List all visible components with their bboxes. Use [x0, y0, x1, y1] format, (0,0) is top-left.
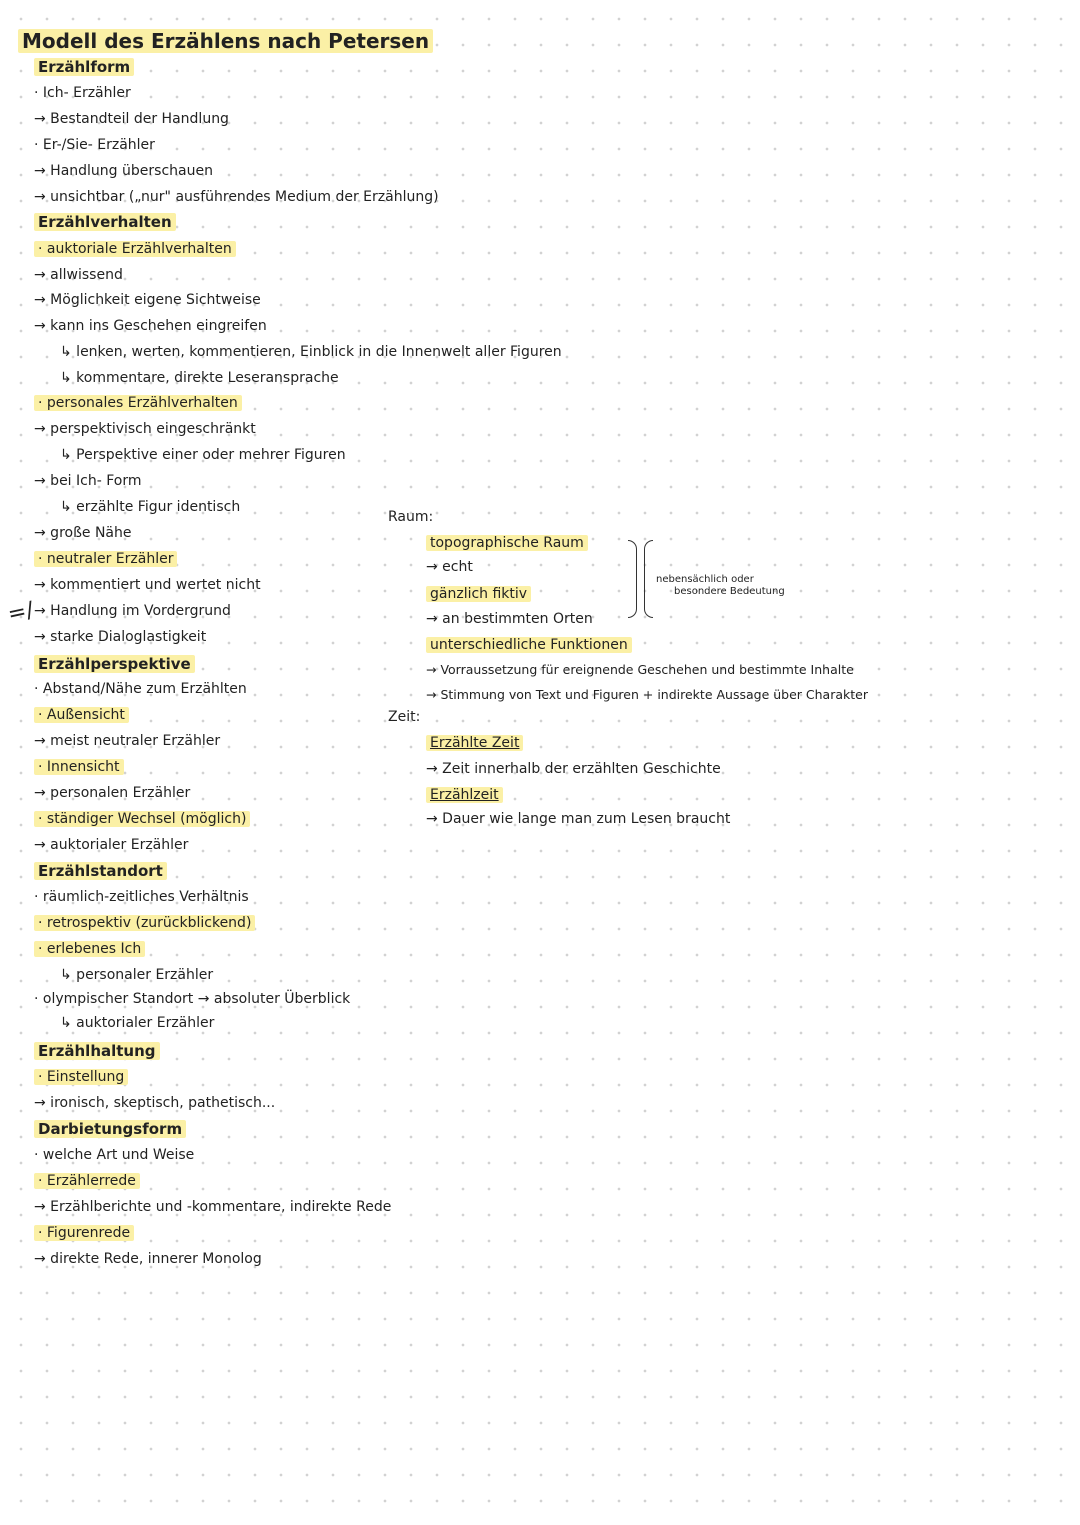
- heading-erzaehlstandort: Erzählstandort: [34, 862, 167, 880]
- list-item: topographische Raum: [426, 534, 588, 552]
- list-item: · Figurenrede: [34, 1224, 134, 1242]
- list-item: gänzlich fiktiv: [426, 585, 531, 603]
- list-item: · Erzählerrede: [34, 1172, 140, 1190]
- list-item: · Innensicht: [34, 758, 124, 776]
- list-item: → große Nähe: [34, 525, 132, 541]
- list-item: · Einstellung: [34, 1068, 128, 1086]
- list-item: → unsichtbar („nur" ausführendes Medium der Erzählung): [34, 189, 439, 205]
- list-item: → echt: [426, 559, 473, 575]
- heading-erzaehlhaltung: Erzählhaltung: [34, 1042, 160, 1060]
- list-item: → starke Dialoglastigkeit: [34, 629, 207, 645]
- list-item: → direkte Rede, innerer Monolog: [34, 1251, 262, 1267]
- list-item: Erzählzeit: [426, 786, 503, 804]
- page-title: Modell des Erzählens nach Petersen: [18, 28, 433, 54]
- list-item: → ironisch, skeptisch, pathetisch...: [34, 1095, 276, 1111]
- list-item: → bei Ich- Form: [34, 473, 142, 489]
- zeit-label: Zeit:: [388, 709, 421, 725]
- list-item: → Möglichkeit eigene Sichtweise: [34, 292, 261, 308]
- margin-marker: =/: [5, 597, 37, 628]
- list-item: · erlebenes Ich: [34, 940, 145, 958]
- list-item: ↳ lenken, werten, kommentieren, Einblick in die Innenwelt aller Figuren: [60, 344, 562, 360]
- heading-erzaehlperspektive: Erzählperspektive: [34, 655, 195, 673]
- list-item: Erzählte Zeit: [426, 734, 523, 752]
- list-item: unterschiedliche Funktionen: [426, 636, 632, 654]
- list-item: → Zeit innerhalb der erzählten Geschichte: [426, 761, 721, 777]
- list-item: → perspektivisch eingeschränkt: [34, 421, 256, 437]
- heading-erzaehlform: Erzählform: [34, 58, 134, 76]
- list-item: → an bestimmten Orten: [426, 611, 593, 627]
- list-item: · welche Art und Weise: [34, 1147, 195, 1163]
- list-item: ↳ Perspektive einer oder mehrer Figuren: [60, 447, 346, 463]
- list-item: → Stimmung von Text und Figuren + indirekte Aussage über Charakter: [426, 687, 868, 702]
- list-item: · olympischer Standort → absoluter Überblick: [34, 991, 351, 1007]
- list-item: · neutraler Erzähler: [34, 550, 177, 568]
- list-item: → allwissend: [34, 267, 123, 283]
- list-item: → meist neutraler Erzähler: [34, 733, 221, 749]
- list-item: → Dauer wie lange man zum Lesen braucht: [426, 811, 731, 827]
- list-item: → Handlung im Vordergrund: [34, 603, 231, 619]
- list-item: · retrospektiv (zurückblickend): [34, 914, 255, 932]
- list-item: · Außensicht: [34, 706, 129, 724]
- list-item: → Erzählberichte und -kommentare, indirekte Rede: [34, 1199, 392, 1215]
- list-item: → auktorialer Erzähler: [34, 837, 189, 853]
- side-note: besondere Bedeutung: [674, 586, 785, 597]
- list-item: · Er-/Sie- Erzähler: [34, 137, 155, 153]
- list-item: ↳ personaler Erzähler: [60, 967, 214, 983]
- list-item: → Vorraussetzung für ereignende Geschehen und bestimmte Inhalte: [426, 662, 854, 677]
- left-brace: [644, 540, 653, 618]
- list-item: → Bestandteil der Handlung: [34, 111, 229, 127]
- raum-label: Raum:: [388, 509, 434, 525]
- list-item: · Abstand/Nähe zum Erzählten: [34, 681, 247, 697]
- right-brace: [628, 540, 637, 618]
- list-item: ↳ kommentare, direkte Leseransprache: [60, 370, 339, 386]
- heading-erzaehlverhalten: Erzählverhalten: [34, 213, 176, 231]
- list-item: ↳ erzählte Figur identisch: [60, 499, 241, 515]
- list-item: · Ich- Erzähler: [34, 85, 131, 101]
- list-item: → kommentiert und wertet nicht: [34, 577, 261, 593]
- list-item: · ständiger Wechsel (möglich): [34, 810, 250, 828]
- heading-darbietungsform: Darbietungsform: [34, 1120, 186, 1138]
- list-item: · auktoriale Erzählverhalten: [34, 240, 236, 258]
- side-note: nebensächlich oder: [656, 574, 754, 585]
- list-item: ↳ auktorialer Erzähler: [60, 1015, 215, 1031]
- list-item: · räumlich-zeitliches Verhältnis: [34, 889, 249, 905]
- list-item: · personales Erzählverhalten: [34, 394, 242, 412]
- list-item: → kann ins Geschehen eingreifen: [34, 318, 267, 334]
- list-item: → Handlung überschauen: [34, 163, 213, 179]
- list-item: → personalen Erzähler: [34, 785, 191, 801]
